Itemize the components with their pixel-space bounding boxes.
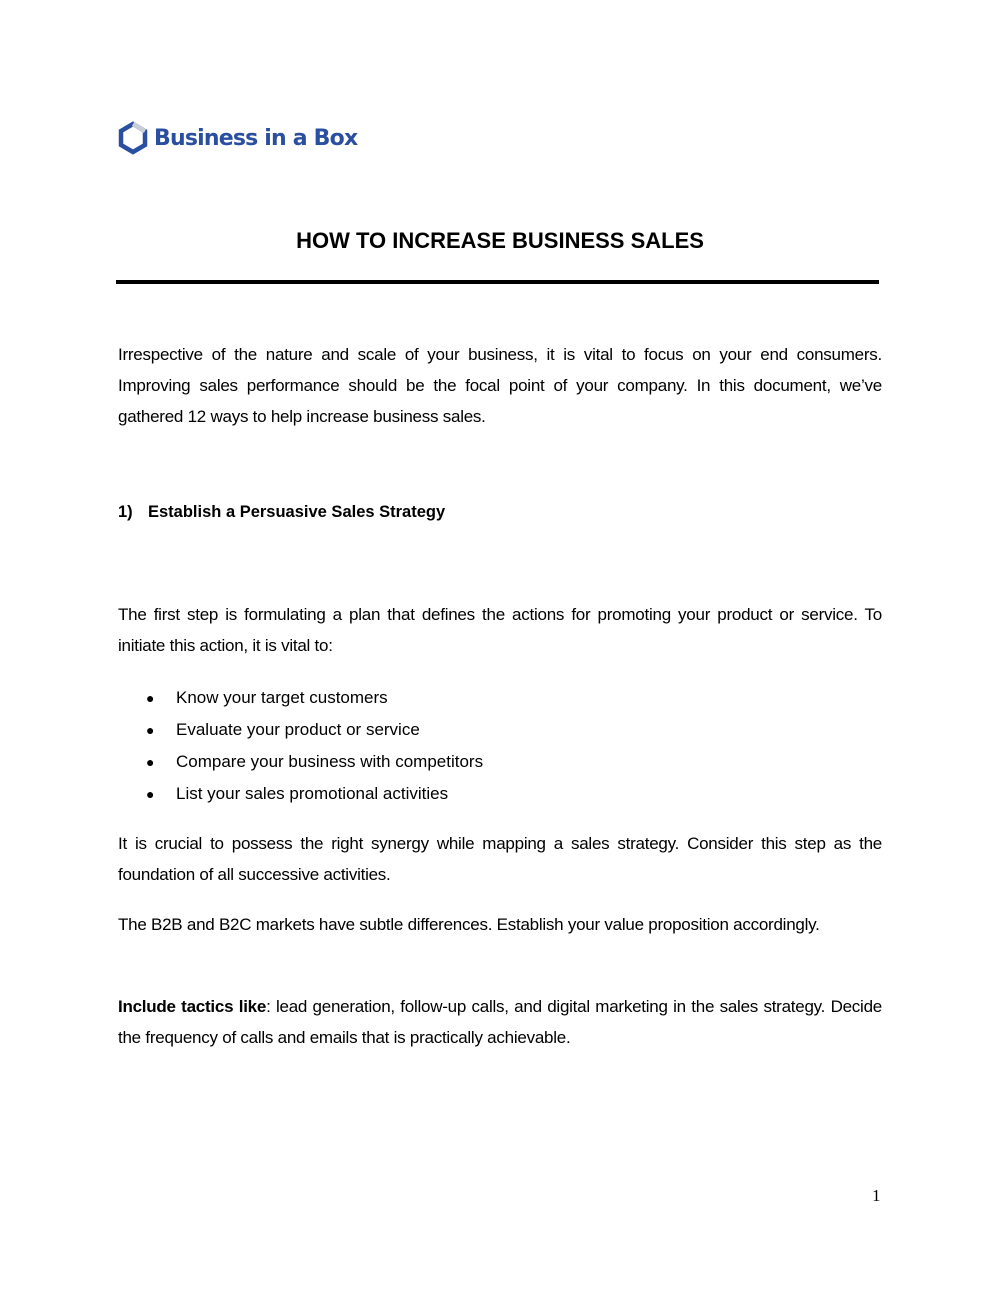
company-logo [118, 120, 357, 156]
bullet-list [118, 682, 483, 810]
section-title: Establish a Persuasive Sales Strategy [148, 503, 446, 521]
hexagon-logo-icon [118, 121, 148, 155]
tactics-label: Include tactics like [118, 997, 267, 1016]
tactics-text: : lead generation, follow-up calls, and digital marketing in the sales strategy. Decide the frequency of calls and emails that is practically achievable. [118, 997, 882, 1047]
section-paragraph-3: The B2B and B2C markets have subtle differences. Establish your value proposition accordingly. [118, 915, 820, 934]
list-item: ● Evaluate your product or service [118, 714, 483, 746]
list-item: ● List your sales promotional activities [118, 778, 483, 810]
list-item: ● Compare your business with competitors [118, 746, 483, 778]
section-number: 1) [118, 503, 133, 521]
title-divider [116, 280, 879, 284]
section-paragraph-4 [118, 991, 882, 1053]
bullet-icon: ● [146, 754, 155, 770]
bullet-icon: ● [146, 722, 155, 738]
logo-text: Business in a Box [154, 125, 358, 151]
bullet-icon: ● [146, 690, 155, 706]
document-title: HOW TO INCREASE BUSINESS SALES [296, 228, 704, 253]
intro-paragraph: Irrespective of the nature and scale of your business, it is vital to focus on your end consumers. Improving sales performance should be the focal point of your company. In this document, we’ve gathered 12 ways to help increase business sales. [118, 345, 882, 426]
bullet-icon: ● [146, 786, 155, 802]
section-heading [118, 503, 445, 522]
page-number: 1 [872, 1186, 881, 1205]
section-paragraph-2: It is crucial to possess the right synergy while mapping a sales strategy. Consider this step as the foundation of all successive activities. [118, 834, 882, 884]
section-paragraph-1: The first step is formulating a plan that defines the actions for promoting your product or service. To initiate this action, it is vital to: [118, 605, 882, 655]
list-item: ● Know your target customers [118, 682, 483, 714]
